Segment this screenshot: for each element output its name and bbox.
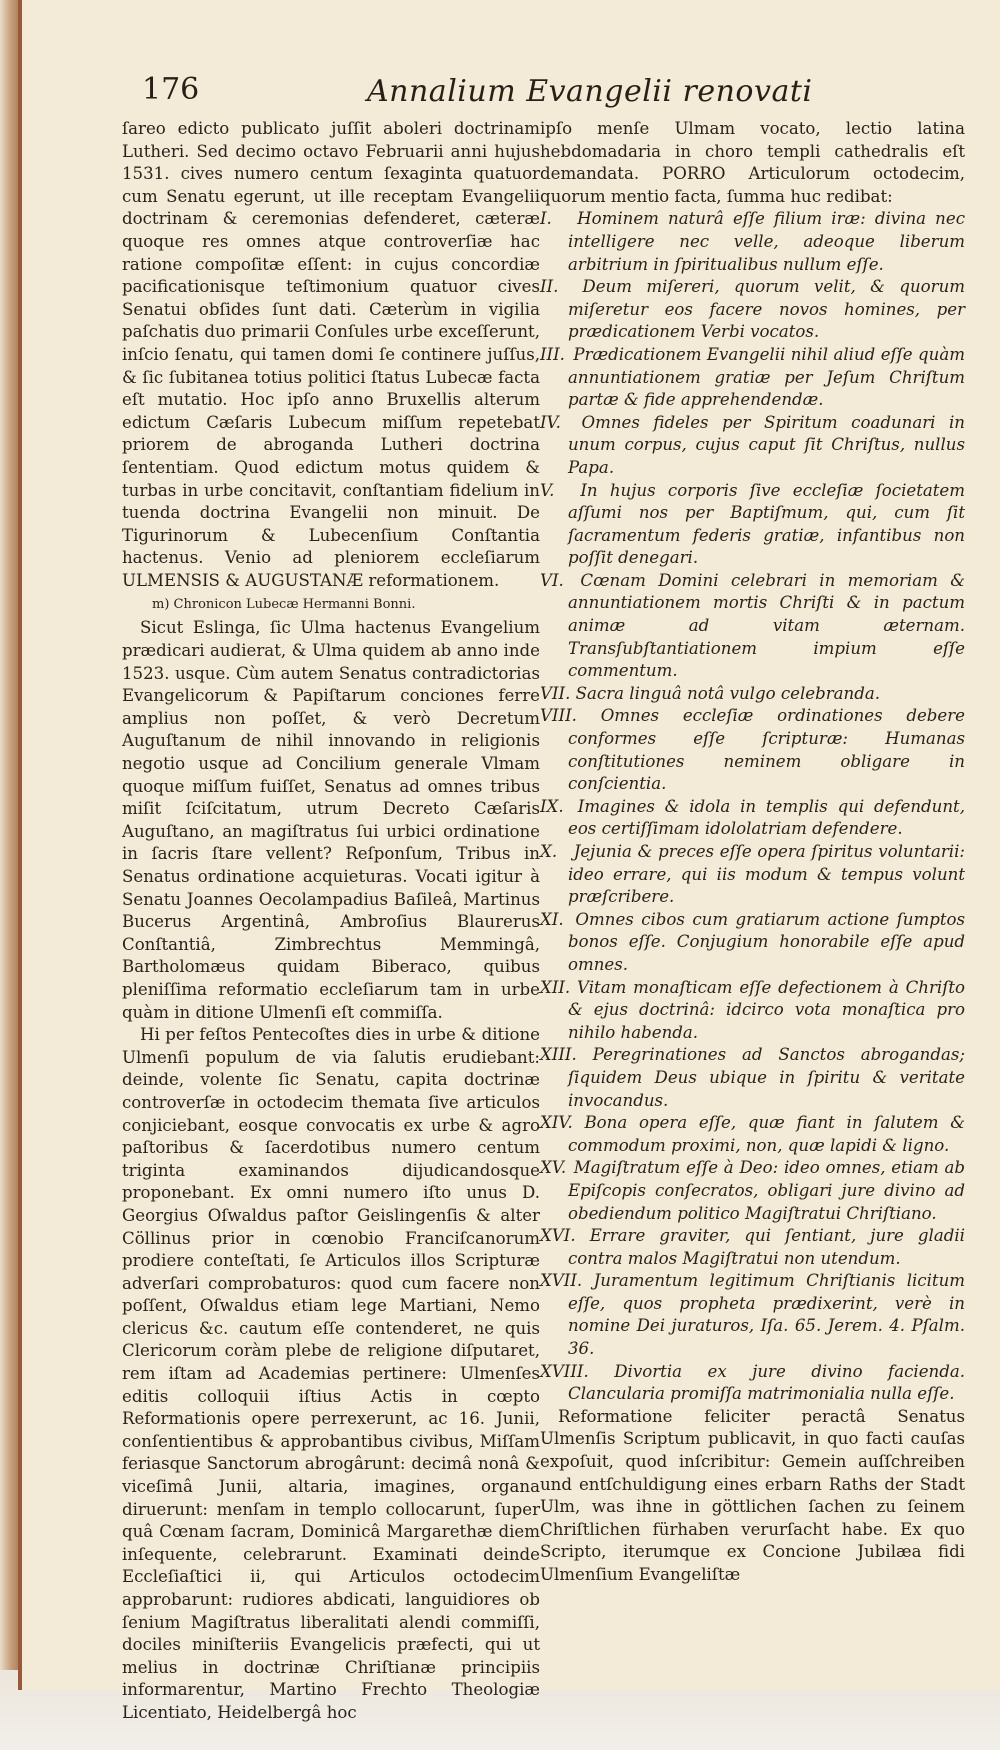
paragraph: Sicut Eslinga, ſic Ulma hactenus Evangelium prædicari audierat, & Ulma quidem ab anno inde 1523. usque. Cùm autem Senatus contradictorias Evangelicorum & Papiſtarum conciones ferre amplius non poſſet, & verò Decretum Auguſtanum de nihil innovando in religionis negotio usque ad Concilium generale Vlmam quoque miſſum fuiſſet, Senatus ad omnes tribus miſit ſciſcitatum, utrum Decreto Cæſaris Auguſtano, an magiſtratus ſui urbici ordinatione in ſacris ſtare vellent? Reſponſum, Tribus in Senatus ordinatione acquieturas. Vocati igitur à Senatu Joannes Oecolampadius Baſileâ, Martinus Bucerus Argentinâ, Ambroſius Blaurerus Conſtantiâ, Zimbrechtus Memmingâ, Bartholomæus quidam Biberaco, quibus pleniſſima reformatio eccleſiarum tam in urbe quàm in ditione Ulmenſi eſt commiſſa. <box>122 618 540 1022</box>
article-number: XVII. <box>540 1271 583 1291</box>
article-text: Hominem naturâ eſſe filium iræ: divina nec intelligere nec velle, adeoque liberum arbitrium in ſpiritualibus nullum eſſe. <box>568 209 965 274</box>
article-number: XI. <box>540 909 564 929</box>
article-text: Jejunia & preces eſſe opera ſpiritus voluntarii: ideo errare, qui iis modum & tempus volunt præſcribere. <box>568 842 965 907</box>
article-number: VI. <box>540 570 564 590</box>
paragraph: ſareo edicto publicato juſſit aboleri doctrinam Lutheri. Sed decimo octavo Februarii anni hujus 1531. cives numero centum ſexaginta quatuor cum Senatu egerunt, ut ille receptam Evangelii doctrinam & ceremonias defenderet, cæteræ quoque res omnes atque controverſiæ hac ratione compoſitæ eſſent: in cujus concordiæ pacificationisque teſtimonium quatuor cives Senatui obſides ſunt dati. Cæterùm in vigilia paſchatis duo primarii Conſules urbe exceſſerunt, inſcio ſenatu, qui tamen domi ſe continere juſſus, & ſic ſubitanea totius politici ſtatus Lubecæ facta eſt mutatio. Hoc ipſo anno Bruxellis alterum edictum Cæſaris Lubecum miſſum repetebat priorem de abroganda Lutheri doctrina ſententiam. Quod edictum motus quidem & turbas in urbe concitavit, conſtantiam fidelium in tuenda doctrina Evangelii non minuit. De Tigurinorum & Lubecenſium Conſtantia hactenus. Venio ad pleniorem eccleſiarum ULMENSIS & AUGUSTANÆ reformationem. <box>122 119 540 590</box>
article-text: Imagines & idola in templis qui defendunt, eos certiſſimam idololatriam defendere. <box>568 796 965 839</box>
article-number: VIII. <box>540 706 577 726</box>
article-text: Cœnam Domini celebrari in memoriam & annuntiationem mortis Chriſti & in pactum animæ ad vitam æternam. Transſubſtantiationem impium eſſe commentum. <box>568 570 965 681</box>
article-number: XVIII. <box>540 1361 589 1381</box>
page-number: 176 <box>142 72 200 107</box>
article-item <box>540 412 965 480</box>
article-item <box>540 683 965 706</box>
article-item <box>540 276 965 344</box>
article-text: Bona opera eſſe, quæ fiant in ſalutem & commodum proximi, non, quæ lapidi & ligno. <box>568 1113 965 1155</box>
footnote: m) Chronicon Lubecæ Hermanni Bonni. <box>152 597 416 613</box>
article-item <box>540 1157 965 1225</box>
article-text: Omnes eccleſiæ ordinationes debere conformes eſſe ſcripturæ: Humanas conſtitutiones neminem obligare in conſcientia. <box>568 706 965 794</box>
article-text: In hujus corporis ſive eccleſiæ ſocietatem aſſumi nos per Baptiſmum, qui, cum ſit ſacramentum federis gratiæ, infantibus non poſſit denegari. <box>568 480 965 568</box>
article-number: II. <box>540 277 559 297</box>
article-item <box>540 1225 965 1270</box>
articles-list <box>540 208 965 1405</box>
article-number: X. <box>540 842 558 861</box>
article-item <box>540 1112 965 1157</box>
article-text: Sacra linguâ notâ vulgo celebranda. <box>570 683 881 703</box>
article-item <box>540 1270 965 1360</box>
article-text: Magiſtratum eſſe à Deo: ideo omnes, etiam ab Epiſcopis conſecratos, obligari jure divino ad obediendum politico Magiſtratui Chriſtiano. <box>568 1158 965 1223</box>
article-number: IV. <box>540 412 561 432</box>
closing-paragraph: Reformatione feliciter peractâ Senatus Ulmenſis Scriptum publicavit, in quo facti cauſas expoſuit, quod inſcribitur: Gemein auſſchreiben und entſchuldigung eines erbarn Raths der Stadt Ulm, was ihne in göttlichen ſachen zu ſeinem Chriſtlichen fürhaben verurſacht habe. Ex quo Scripto, iterumque ex Concione Jubilæa fidi Ulmenſium Evangeliſtæ <box>540 1406 965 1584</box>
article-item <box>540 796 965 841</box>
left-column <box>122 118 540 1725</box>
article-item <box>540 570 965 683</box>
article-number: XIII. <box>540 1045 577 1065</box>
article-text: Juramentum legitimum Chriſtianis licitum eſſe, quos propheta prædixerint, verè in nomine Dei juraturos, Iſa. 65. Jerem. 4. Pſalm. 36. <box>568 1271 965 1359</box>
article-number: XVI. <box>540 1226 576 1246</box>
article-number: V. <box>540 480 555 500</box>
running-title: Annalium Evangelii renovati <box>367 74 813 109</box>
intro-paragraph: ipſo menſe Ulmam vocato, lectio latina hebdomadaria in choro templi cathedralis eſt demandata. PORRO Articulorum octodecim, quorum mentio facta, ſumma huc redibat: <box>540 119 965 206</box>
article-number: IX. <box>540 796 564 816</box>
article-text: Omnes cibos cum gratiarum actione ſumptos bonos eſſe. Conjugium honorabile eſſe apud omnes. <box>568 909 965 974</box>
article-number: XIV. <box>540 1113 573 1133</box>
article-text: Vitam monaſticam eſſe defectionem à Chriſto & ejus doctrinâ: idcirco vota monaſtica pro nihilo habenda. <box>568 977 965 1042</box>
article-item <box>540 705 965 795</box>
article-item <box>540 208 965 276</box>
page-header <box>142 72 992 122</box>
article-item <box>540 977 965 1045</box>
paragraph: Hi per feſtos Pentecoſtes dies in urbe & ditione Ulmenſi populum de via ſalutis erudiebant: deinde, volente ſic Senatu, capita doctrinæ controverſæ in octodecim themata ſive articulos conjiciebant, eosque convocatis ex urbe & agro paſtoribus & ſacerdotibus numero centum triginta examinandos dijudicandosque proponebant. Ex omni numero iſto unus D. Georgius Oſwaldus paſtor Geislingenſis & alter Cöllinus prior in cœnobio Franciſcanorum prodiere conteſtati, ſe Articulos illos Scripturæ adverſari comprobaturos: quod cum facere non poſſent, Oſwaldus etiam lege Martiani, Nemo clericus &c. cautum eſſe contenderet, ne quis Clericorum coràm plebe de religione diſputaret, rem iſtam ad Academias pertinere: Ulmenſes editis colloquii iſtius Actis in cœpto Reformationis opere perrexerunt, ac 16. Junii, conſentientibus & approbantibus civibus, Miſſam feriasque Sanctorum abrogârunt: decimâ nonâ & viceſimâ Junii, altaria, imagines, organa diruerunt: menſam in templo collocarunt, ſuper quâ Cœnam ſacram, Dominicâ Margarethæ diem inſequente, celebrarunt. Examinati deinde Eccleſiaſtici ii, qui Articulos octodecim approbarunt: rudiores abdicati, languidiores ob ſenium Magiſtratus liberalitati alendi commiſſi, dociles miniſteriis Evangelicis præfecti, qui ut melius in doctrinæ Chriſtianæ principiis informarentur, Martino Frechto Theologiæ Licentiato, Heidelbergâ hoc <box>122 1025 540 1722</box>
article-text: Divortia ex jure divino facienda. Clancularia promiſſa matrimonialia nulla eſſe. <box>568 1361 965 1404</box>
article-text: Prædicationem Evangelii nihil aliud eſſe quàm annuntiationem gratiæ per Jeſum Chriſtum partæ & fide apprehendendæ. <box>568 344 965 410</box>
article-item <box>540 344 965 412</box>
article-item <box>540 909 965 977</box>
article-item <box>540 480 965 570</box>
article-number: XII. <box>540 977 571 997</box>
article-item <box>540 1361 965 1406</box>
right-column <box>540 118 965 1587</box>
article-number: III. <box>540 344 565 364</box>
article-text: Peregrinationes ad Sanctos abrogandas; ſiquidem Deus ubique in ſpiritu & veritate invocandus. <box>568 1045 965 1110</box>
article-item <box>540 841 965 909</box>
article-text: Errare graviter, qui ſentiant, jure gladii contra malos Magiſtratui non utendum. <box>568 1226 965 1268</box>
scan-edge <box>0 0 18 1750</box>
article-text: Omnes fideles per Spiritum coadunari in unum corpus, cujus caput ſit Chriſtus, nullus Papa. <box>568 412 965 477</box>
article-number: XV. <box>540 1158 567 1178</box>
article-number: I. <box>540 209 552 229</box>
article-number: VII. <box>540 683 571 703</box>
article-text: Deum miſereri, quorum velit, & quorum miſeretur eos facere novos homines, per prædicationem Verbi vocatos. <box>568 277 965 342</box>
article-item <box>540 1044 965 1112</box>
